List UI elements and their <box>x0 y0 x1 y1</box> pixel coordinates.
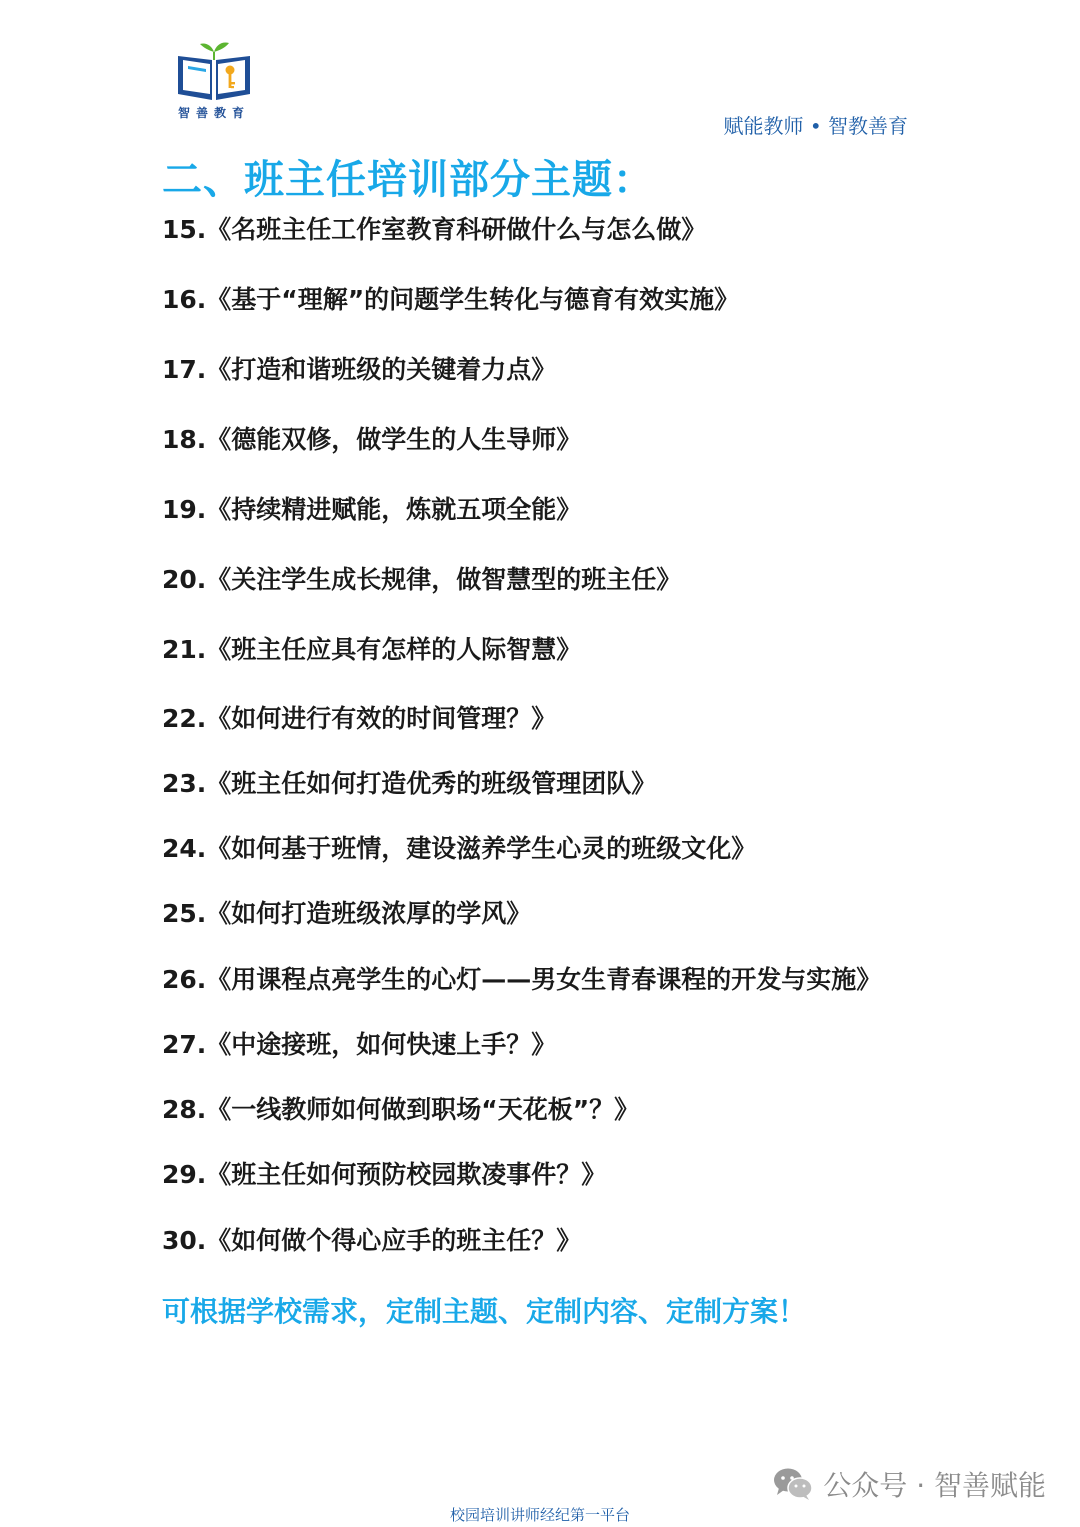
topic-item: 23.《班主任如何打造优秀的班级管理团队》 <box>162 769 657 798</box>
closing-note: 可根据学校需求，定制主题、定制内容、定制方案！ <box>162 1295 807 1328</box>
wechat-icon <box>773 1467 813 1501</box>
topic-item: 25.《如何打造班级浓厚的学风》 <box>162 899 532 928</box>
watermark <box>773 1464 1046 1504</box>
topic-item: 29.《班主任如何预防校园欺凌事件？》 <box>162 1160 607 1189</box>
topic-item: 19.《持续精进赋能，炼就五项全能》 <box>162 495 582 524</box>
topic-item: 15.《名班主任工作室教育科研做什么与怎么做》 <box>162 215 707 244</box>
topic-item: 24.《如何基于班情，建设滋养学生心灵的班级文化》 <box>162 834 757 863</box>
slogan: 赋能教师 • 智教善育 <box>723 114 908 138</box>
topic-item: 17.《打造和谐班级的关键着力点》 <box>162 355 557 384</box>
topic-item: 30.《如何做个得心应手的班主任？》 <box>162 1226 582 1255</box>
topic-item: 20.《关注学生成长规律，做智慧型的班主任》 <box>162 565 682 594</box>
logo <box>172 38 256 124</box>
section-title: 二、班主任培训部分主题： <box>162 157 654 203</box>
logo-text: 智善教育 <box>177 106 250 120</box>
topic-item: 21.《班主任应具有怎样的人际智慧》 <box>162 635 582 664</box>
topic-item: 16.《基于“理解”的问题学生转化与德育有效实施》 <box>162 285 740 314</box>
open-book-icon <box>172 38 256 104</box>
topic-item: 27.《中途接班，如何快速上手？》 <box>162 1030 557 1059</box>
footer: 校园培训讲师经纪第一平台 <box>449 1506 630 1524</box>
topic-item: 22.《如何进行有效的时间管理？》 <box>162 704 557 733</box>
topic-item: 28.《一线教师如何做到职场“天花板”？》 <box>162 1095 640 1124</box>
topic-item: 18.《德能双修，做学生的人生导师》 <box>162 425 582 454</box>
topic-item: 26.《用课程点亮学生的心灯——男女生青春课程的开发与实施》 <box>162 965 882 994</box>
watermark-text: 公众号 · 智善赋能 <box>823 1469 1046 1502</box>
